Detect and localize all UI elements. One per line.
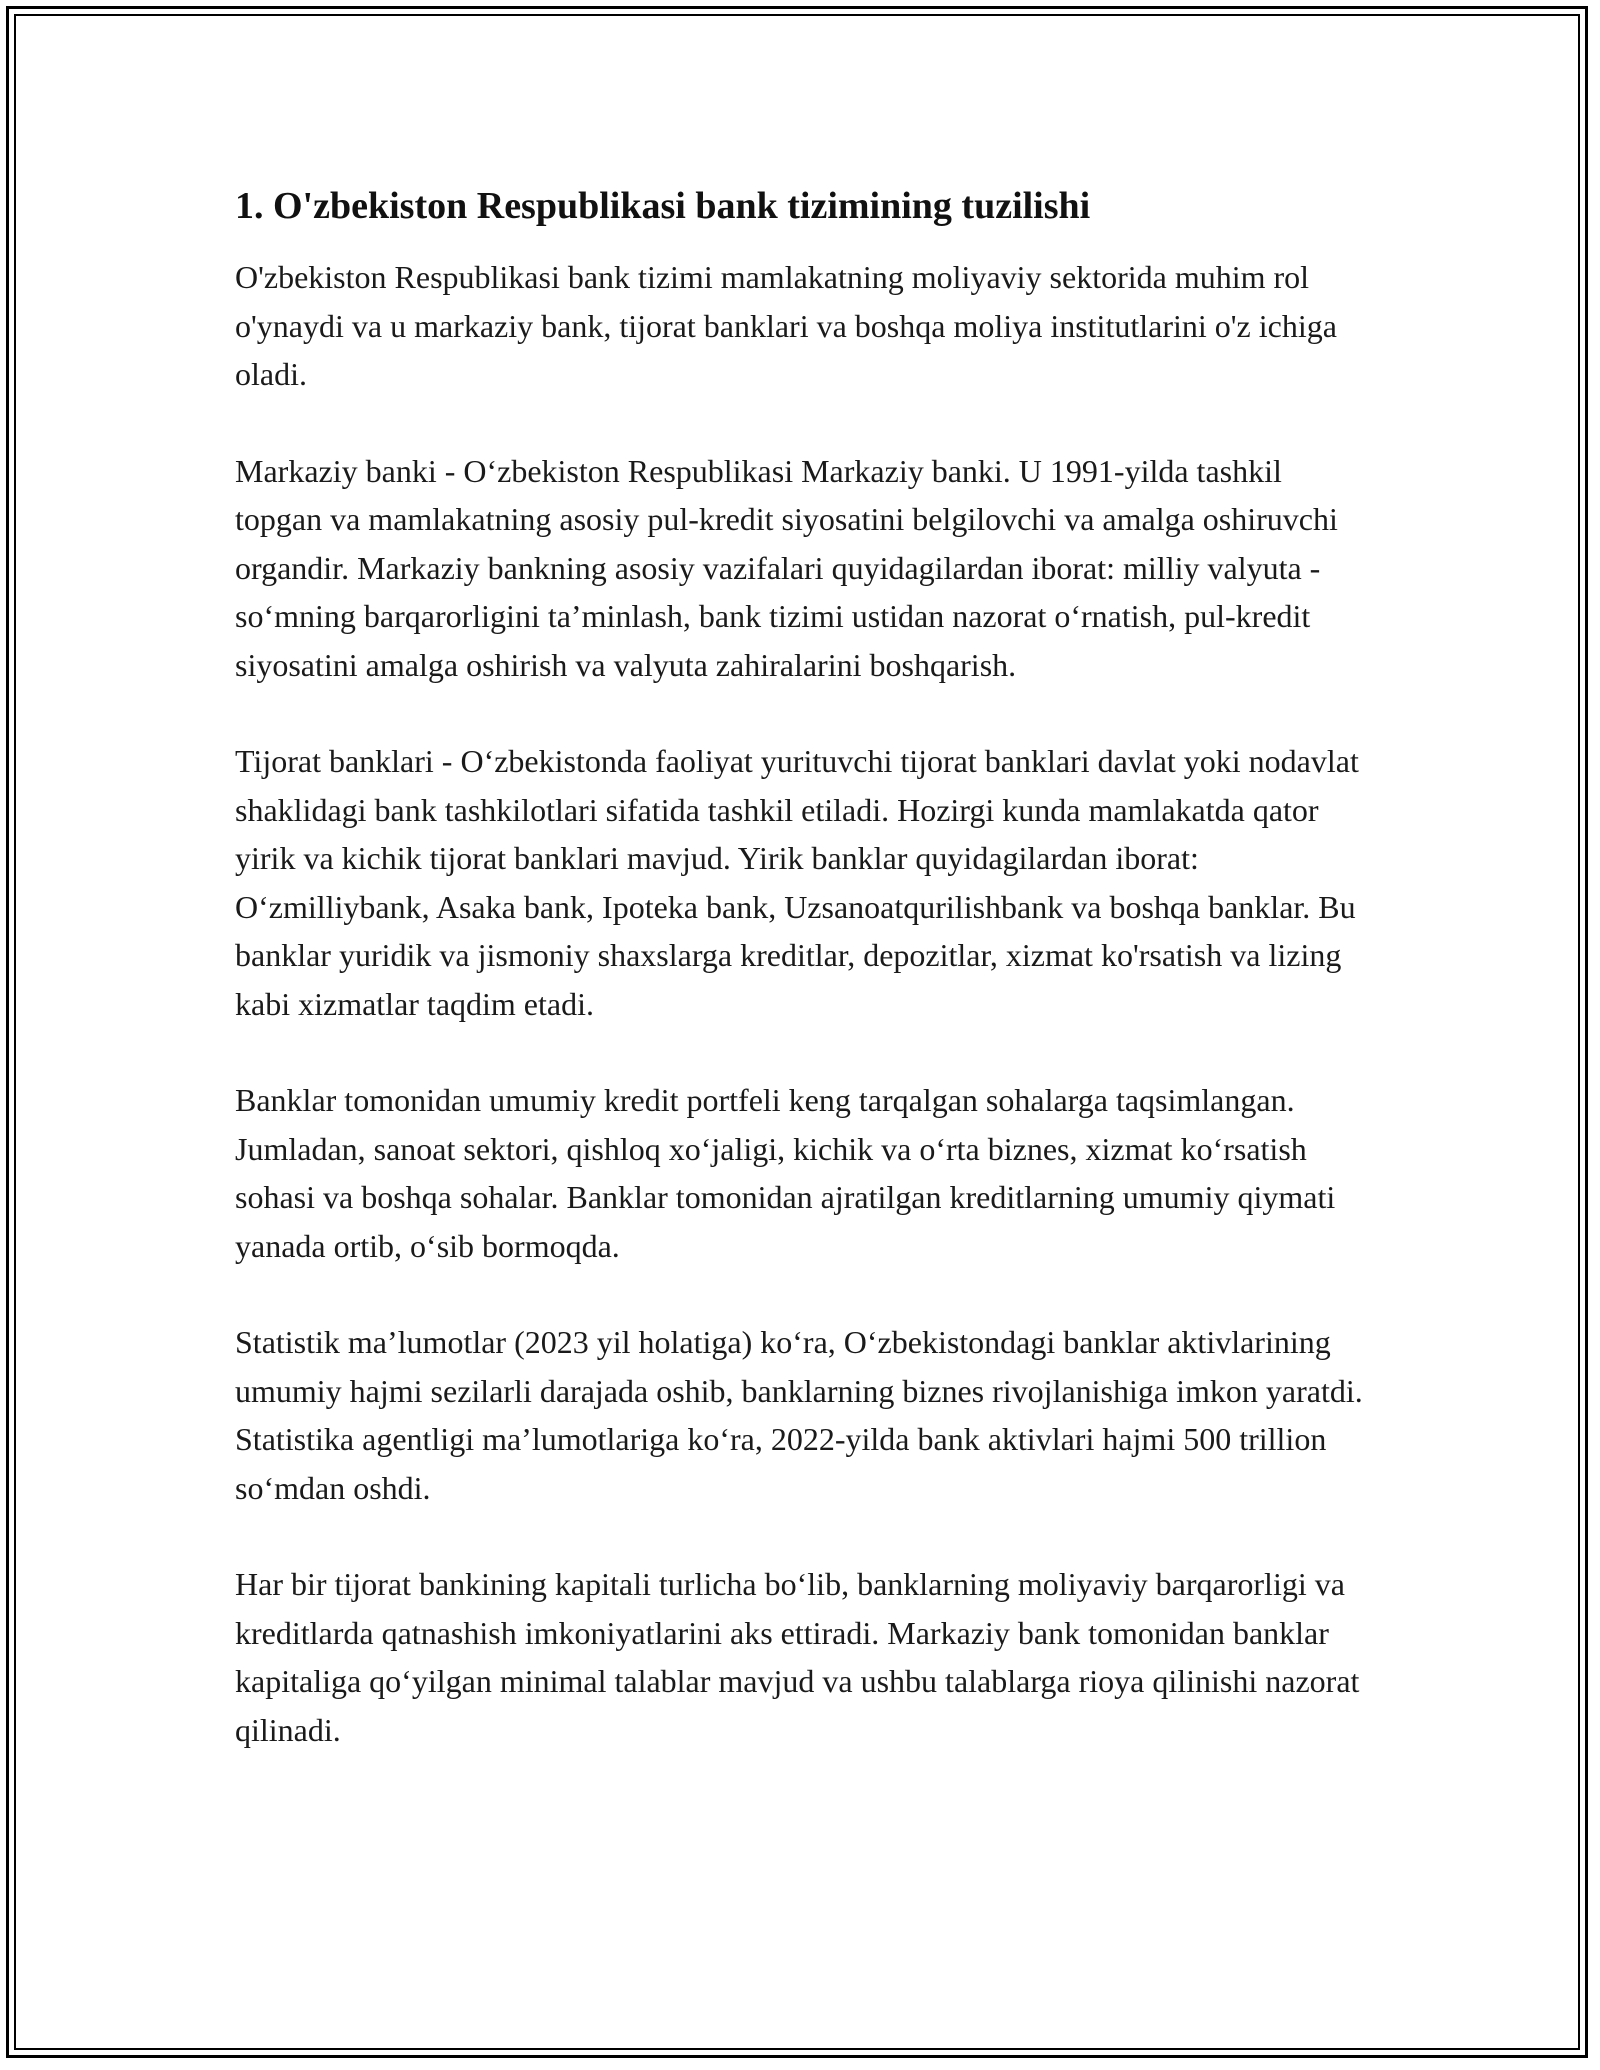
paragraph-intro: O'zbekiston Respublikasi bank tizimi mamlakatning moliyaviy sektorida muhim rol o'ynaydi va u markaziy bank, tijorat banklari va boshqa moliya institutlarini o'z ichiga oladi. [235, 259, 1337, 393]
paragraph-capital: Har bir tijorat bankining kapitali turlicha bo‘lib, banklarning moliyaviy barqarorligi va kreditlarda qatnashish imkoniyatlarini aks ettiradi. Markaziy bank tomonidan banklar kapitaliga qo‘yilgan minimal talablar mavjud va ushbu talablarga rioya qilinishi nazorat qilinadi. [235, 1566, 1360, 1748]
paragraph-central-bank: Markaziy banki - O‘zbekiston Respublikasi Markaziy banki. U 1991-yilda tashkil topgan va mamlakatning asosiy pul-kredit siyosatini belgilovchi va amalga oshiruvchi organdir. Markaziy bankning asosiy vazifalari quyidagilardan iborat: milliy valyuta - so‘mning barqarorligini ta’minlash, bank tizimi ustidan nazorat o‘rnatish, pul-kredit siyosatini amalga oshirish va valyuta zahiralarini boshqarish. [235, 452, 1338, 683]
paragraph-credit-portfolio: Banklar tomonidan umumiy kredit portfeli keng tarqalgan sohalarga taqsimlangan. Jumladan, sanoat sektori, qishloq xo‘jaligi, kichik va o‘rta biznes, xizmat ko‘rsatish sohasi va boshqa sohalar. Banklar tomonidan ajratilgan kreditlarning umumiy qiymati yanada ortib, o‘sib bormoqda. [235, 1082, 1336, 1264]
document-body [235, 182, 1365, 1802]
paragraph-statistics: Statistik ma’lumotlar (2023 yil holatiga) ko‘ra, O‘zbekistondagi banklar aktivlarining umumiy hajmi sezilarli darajada oshib, banklarning biznes rivojlanishiga imkon yaratdi. Statistika agentligi ma’lumotlariga ko‘ra, 2022-yilda bank aktivlari hajmi 500 trillion so‘mdan oshdi. [235, 1324, 1363, 1506]
document-title: 1. O'zbekiston Respublikasi bank tizimining tuzilishi [235, 185, 1091, 227]
paragraph-commercial-banks: Tijorat banklari - O‘zbekistonda faoliyat yurituvchi tijorat banklari davlat yoki nodavlat shaklidagi bank tashkilotlari sifatida tashkil etiladi. Hozirgi kunda mamlakatda qator yirik va kichik tijorat banklari mavjud. Yirik banklar quyidagilardan iborat: O‘zmilliybank, Asaka bank, Ipoteka bank, Uzsanoatqurilishbank va boshqa banklar. Bu banklar yuridik va jismoniy shaxslarga kreditlar, depozitlar, xizmat ko'rsatish va lizing kabi xizmatlar taqdim etadi. [235, 743, 1359, 1022]
